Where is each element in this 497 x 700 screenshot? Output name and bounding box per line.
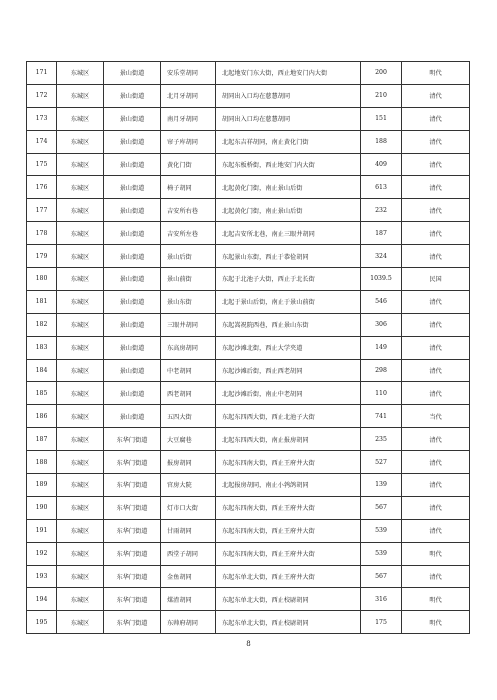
table-body: [27, 62, 470, 634]
location-description-cell: 东起沙滩后街，西止西老胡同: [216, 359, 361, 382]
street-cell: 景山街道: [104, 405, 161, 428]
street-cell: 景山街道: [104, 245, 161, 268]
table-row: [27, 290, 470, 313]
district-cell: 东城区: [57, 451, 104, 474]
row-number-cell: 184: [27, 359, 57, 382]
row-number-cell: 172: [27, 84, 57, 107]
era-cell: 清代: [402, 474, 470, 497]
length-cell: 539: [361, 542, 402, 565]
district-cell: 东城区: [57, 245, 104, 268]
length-cell: 139: [361, 474, 402, 497]
hutong-name-cell: 灯市口大街: [161, 496, 216, 519]
location-description-cell: 北起吉安所北巷，南止三眼井胡同: [216, 222, 361, 245]
era-cell: 清代: [402, 496, 470, 519]
district-cell: 东城区: [57, 565, 104, 588]
era-cell: 民国: [402, 268, 470, 291]
length-cell: 235: [361, 428, 402, 451]
table-row: [27, 451, 470, 474]
street-cell: 东华门街道: [104, 588, 161, 611]
era-cell: 清代: [402, 153, 470, 176]
street-cell: 景山街道: [104, 199, 161, 222]
table-row: [27, 176, 470, 199]
hutong-name-cell: 报房胡同: [161, 451, 216, 474]
location-description-cell: 北起地安门东大街，西止地安门内大街: [216, 62, 361, 85]
hutong-name-cell: 煤渣胡同: [161, 588, 216, 611]
era-cell: 清代: [402, 336, 470, 359]
era-cell: 清代: [402, 245, 470, 268]
district-cell: 东城区: [57, 382, 104, 405]
hutong-name-cell: 金鱼胡同: [161, 565, 216, 588]
street-cell: 景山街道: [104, 62, 161, 85]
location-description-cell: 东起东四南大街，西止王府井大街: [216, 542, 361, 565]
street-cell: 东华门街道: [104, 474, 161, 497]
location-description-cell: 东起景山东街，西止于恭俭胡同: [216, 245, 361, 268]
row-number-cell: 191: [27, 519, 57, 542]
table-row: [27, 428, 470, 451]
hutong-name-cell: 南月牙胡同: [161, 107, 216, 130]
row-number-cell: 192: [27, 542, 57, 565]
era-cell: 清代: [402, 428, 470, 451]
location-description-cell: 东起于北池子大街，西止于北长街: [216, 268, 361, 291]
table-row: [27, 496, 470, 519]
era-cell: 清代: [402, 84, 470, 107]
location-description-cell: 北起黄化门街，南止景山后街: [216, 199, 361, 222]
row-number-cell: 173: [27, 107, 57, 130]
era-cell: 清代: [402, 359, 470, 382]
row-number-cell: 195: [27, 611, 57, 634]
location-description-cell: 胡同出入口均在慈慧胡同: [216, 107, 361, 130]
era-cell: 清代: [402, 199, 470, 222]
length-cell: 316: [361, 588, 402, 611]
length-cell: 324: [361, 245, 402, 268]
era-cell: 清代: [402, 222, 470, 245]
location-description-cell: 东起东单北大街，西止校尉胡同: [216, 588, 361, 611]
hutong-name-cell: 景山东街: [161, 290, 216, 313]
street-cell: 景山街道: [104, 84, 161, 107]
era-cell: 清代: [402, 519, 470, 542]
length-cell: 175: [361, 611, 402, 634]
hutong-name-cell: 东帅府胡同: [161, 611, 216, 634]
table-row: [27, 62, 470, 85]
hutong-name-cell: 五四大街: [161, 405, 216, 428]
row-number-cell: 176: [27, 176, 57, 199]
length-cell: 110: [361, 382, 402, 405]
length-cell: 539: [361, 519, 402, 542]
district-cell: 东城区: [57, 268, 104, 291]
hutong-name-cell: 吉安所右巷: [161, 199, 216, 222]
hutong-name-cell: 东高房胡同: [161, 336, 216, 359]
era-cell: 清代: [402, 176, 470, 199]
street-cell: 东华门街道: [104, 496, 161, 519]
location-description-cell: 东起东四南大街，西止王府井大街: [216, 451, 361, 474]
location-description-cell: 北起于景山后街，南止于景山前街: [216, 290, 361, 313]
era-cell: 明代: [402, 588, 470, 611]
table-row: [27, 222, 470, 245]
district-cell: 东城区: [57, 611, 104, 634]
location-description-cell: 东起东四南大街，西止王府井大街: [216, 519, 361, 542]
era-cell: 清代: [402, 313, 470, 336]
length-cell: 151: [361, 107, 402, 130]
length-cell: 149: [361, 336, 402, 359]
table-row: [27, 245, 470, 268]
row-number-cell: 177: [27, 199, 57, 222]
length-cell: 187: [361, 222, 402, 245]
hutong-name-cell: 三眼井胡同: [161, 313, 216, 336]
street-cell: 景山街道: [104, 290, 161, 313]
length-cell: 210: [361, 84, 402, 107]
street-cell: 景山街道: [104, 130, 161, 153]
table-row: [27, 611, 470, 634]
location-description-cell: 东起嵩祝院西巷，西止景山东街: [216, 313, 361, 336]
row-number-cell: 180: [27, 268, 57, 291]
district-cell: 东城区: [57, 405, 104, 428]
length-cell: 306: [361, 313, 402, 336]
hutong-name-cell: 甘雨胡同: [161, 519, 216, 542]
table-row: [27, 565, 470, 588]
era-cell: 明代: [402, 611, 470, 634]
hutong-name-cell: 吉安所左巷: [161, 222, 216, 245]
era-cell: 清代: [402, 565, 470, 588]
location-description-cell: 北起东吉祥胡同，南止黄化门街: [216, 130, 361, 153]
row-number-cell: 187: [27, 428, 57, 451]
hutong-name-cell: 西堂子胡同: [161, 542, 216, 565]
length-cell: 1039.5: [361, 268, 402, 291]
era-cell: 明代: [402, 542, 470, 565]
table-row: [27, 382, 470, 405]
district-cell: 东城区: [57, 84, 104, 107]
street-cell: 景山街道: [104, 153, 161, 176]
hutong-name-cell: 中老胡同: [161, 359, 216, 382]
location-description-cell: 东起东四西大街，西止北池子大街: [216, 405, 361, 428]
hutong-name-cell: 景山前街: [161, 268, 216, 291]
district-cell: 东城区: [57, 588, 104, 611]
table-row: [27, 313, 470, 336]
location-description-cell: 东起东四南大街，西止王府井大街: [216, 496, 361, 519]
table-row: [27, 405, 470, 428]
table-row: [27, 199, 470, 222]
district-cell: 东城区: [57, 336, 104, 359]
hutong-name-cell: 黄化门街: [161, 153, 216, 176]
hutong-name-cell: 景山后街: [161, 245, 216, 268]
hutong-name-cell: 大豆腐巷: [161, 428, 216, 451]
table-row: [27, 519, 470, 542]
table-row: [27, 359, 470, 382]
hutong-name-cell: 西老胡同: [161, 382, 216, 405]
hutong-table: [26, 61, 470, 634]
district-cell: 东城区: [57, 496, 104, 519]
row-number-cell: 188: [27, 451, 57, 474]
era-cell: 清代: [402, 107, 470, 130]
street-cell: 东华门街道: [104, 542, 161, 565]
district-cell: 东城区: [57, 130, 104, 153]
street-cell: 景山街道: [104, 359, 161, 382]
district-cell: 东城区: [57, 313, 104, 336]
location-description-cell: 胡同出入口均在慈慧胡同: [216, 84, 361, 107]
table-row: [27, 588, 470, 611]
street-cell: 景山街道: [104, 336, 161, 359]
district-cell: 东城区: [57, 519, 104, 542]
table-row: [27, 336, 470, 359]
table-row: [27, 130, 470, 153]
row-number-cell: 181: [27, 290, 57, 313]
district-cell: 东城区: [57, 428, 104, 451]
row-number-cell: 189: [27, 474, 57, 497]
row-number-cell: 179: [27, 245, 57, 268]
location-description-cell: 北起报房胡同，南止小鹁鸽胡同: [216, 474, 361, 497]
length-cell: 232: [361, 199, 402, 222]
location-description-cell: 北起东四西大街，南止报房胡同: [216, 428, 361, 451]
district-cell: 东城区: [57, 542, 104, 565]
row-number-cell: 183: [27, 336, 57, 359]
era-cell: 当代: [402, 405, 470, 428]
era-cell: 清代: [402, 382, 470, 405]
era-cell: 清代: [402, 451, 470, 474]
row-number-cell: 174: [27, 130, 57, 153]
location-description-cell: 北起沙滩后街，南止中老胡同: [216, 382, 361, 405]
street-cell: 景山街道: [104, 222, 161, 245]
street-cell: 东华门街道: [104, 565, 161, 588]
row-number-cell: 178: [27, 222, 57, 245]
district-cell: 东城区: [57, 62, 104, 85]
district-cell: 东城区: [57, 199, 104, 222]
row-number-cell: 186: [27, 405, 57, 428]
location-description-cell: 东起东板桥街，西止地安门内大街: [216, 153, 361, 176]
row-number-cell: 175: [27, 153, 57, 176]
location-description-cell: 东起沙滩北街，西止大学夹道: [216, 336, 361, 359]
location-description-cell: 东起东单北大街，西止王府井大街: [216, 565, 361, 588]
row-number-cell: 185: [27, 382, 57, 405]
table-row: [27, 153, 470, 176]
street-cell: 东华门街道: [104, 611, 161, 634]
length-cell: 298: [361, 359, 402, 382]
table-row: [27, 84, 470, 107]
row-number-cell: 190: [27, 496, 57, 519]
length-cell: 741: [361, 405, 402, 428]
era-cell: 清代: [402, 130, 470, 153]
hutong-name-cell: 安乐堂胡同: [161, 62, 216, 85]
hutong-name-cell: 官房大院: [161, 474, 216, 497]
street-cell: 景山街道: [104, 107, 161, 130]
district-cell: 东城区: [57, 107, 104, 130]
row-number-cell: 171: [27, 62, 57, 85]
district-cell: 东城区: [57, 176, 104, 199]
district-cell: 东城区: [57, 222, 104, 245]
district-cell: 东城区: [57, 474, 104, 497]
district-cell: 东城区: [57, 290, 104, 313]
length-cell: 200: [361, 62, 402, 85]
page-number: 8: [246, 640, 251, 648]
street-cell: 景山街道: [104, 268, 161, 291]
length-cell: 188: [361, 130, 402, 153]
table-row: [27, 268, 470, 291]
row-number-cell: 194: [27, 588, 57, 611]
street-cell: 东华门街道: [104, 519, 161, 542]
length-cell: 613: [361, 176, 402, 199]
district-cell: 东城区: [57, 359, 104, 382]
district-cell: 东城区: [57, 153, 104, 176]
length-cell: 409: [361, 153, 402, 176]
street-cell: 景山街道: [104, 382, 161, 405]
era-cell: 明代: [402, 62, 470, 85]
street-cell: 东华门街道: [104, 451, 161, 474]
street-cell: 东华门街道: [104, 428, 161, 451]
length-cell: 567: [361, 565, 402, 588]
location-description-cell: 东起东单北大街，西止校尉胡同: [216, 611, 361, 634]
table-row: [27, 542, 470, 565]
length-cell: 527: [361, 451, 402, 474]
street-cell: 景山街道: [104, 313, 161, 336]
table-row: [27, 107, 470, 130]
row-number-cell: 182: [27, 313, 57, 336]
hutong-name-cell: 帘子库胡同: [161, 130, 216, 153]
era-cell: 清代: [402, 290, 470, 313]
location-description-cell: 北起黄化门街，南止景山后街: [216, 176, 361, 199]
length-cell: 567: [361, 496, 402, 519]
hutong-name-cell: 北月牙胡同: [161, 84, 216, 107]
street-cell: 景山街道: [104, 176, 161, 199]
hutong-name-cell: 椅子胡同: [161, 176, 216, 199]
row-number-cell: 193: [27, 565, 57, 588]
table-row: [27, 474, 470, 497]
length-cell: 546: [361, 290, 402, 313]
